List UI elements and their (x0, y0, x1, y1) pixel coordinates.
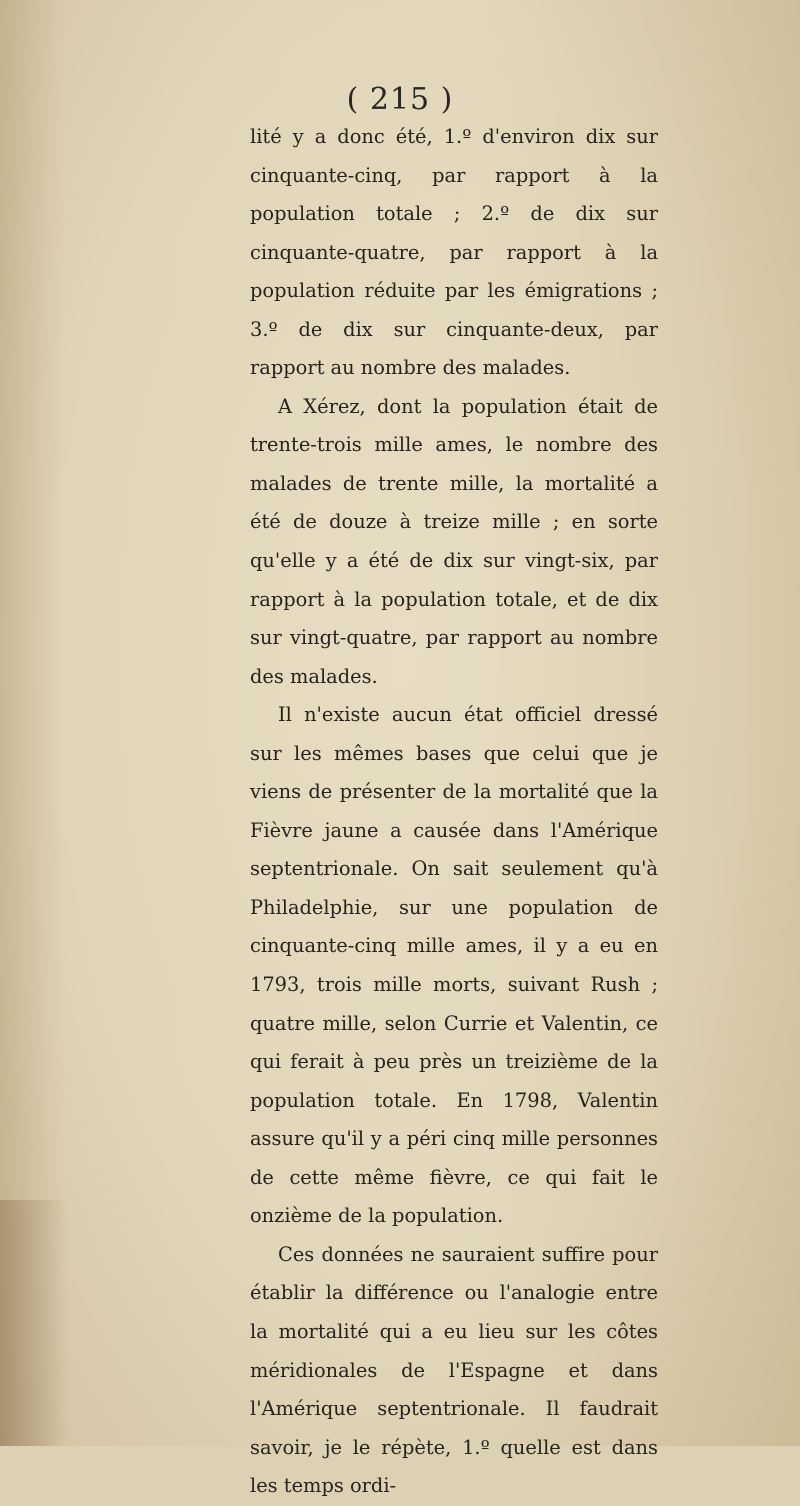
page-number: ( 215 ) (346, 82, 454, 117)
paragraph-4: Ces données ne sauraient suffire pour établir la différence ou l'analogie entre la mortalité qui a eu lieu sur les côtes méridionales de l'Espagne et dans l'Amérique septentrionale. Il faudrait savoir, je le répète, 1.º quelle est dans les temps ordi- (250, 1242, 658, 1498)
paragraph-3: Il n'existe aucun état officiel dressé sur les mêmes bases que celui que je viens de présenter de la mortalité que la Fièvre jaune a causée dans l'Amérique septentrionale. On sait seulement qu'à Philadelphie, sur une population de cinquante-cinq mille ames, il y a eu en 1793, trois mille morts, suivant Rush ; quatre mille, selon Currie et Valentin, ce qui ferait à peu près un treizième de la population totale. En 1798, Valentin assure qu'il y a péri cinq mille personnes de cette même fièvre, ce qui fait le onzième de la population. (250, 703, 658, 1228)
paragraph-1: lité y a donc été, 1.º d'environ dix sur cinquante-cinq, par rapport à la population totale ; 2.º de dix sur cinquante-quatre, par rapport à la population réduite par les émigrations ; 3.º de dix sur cinquante-deux, par rapport au nombre des malades. (250, 125, 658, 380)
paragraph-2: A Xérez, dont la population était de trente-trois mille ames, le nombre des malades de trente mille, la mortalité a été de douze à treize mille ; en sorte qu'elle y a été de dix sur vingt-six, par rapport à la population totale, et de dix sur vingt-quatre, par rapport au nombre des malades. (250, 394, 658, 688)
body-text (250, 118, 658, 1506)
page-edge-shadow (0, 1200, 70, 1446)
